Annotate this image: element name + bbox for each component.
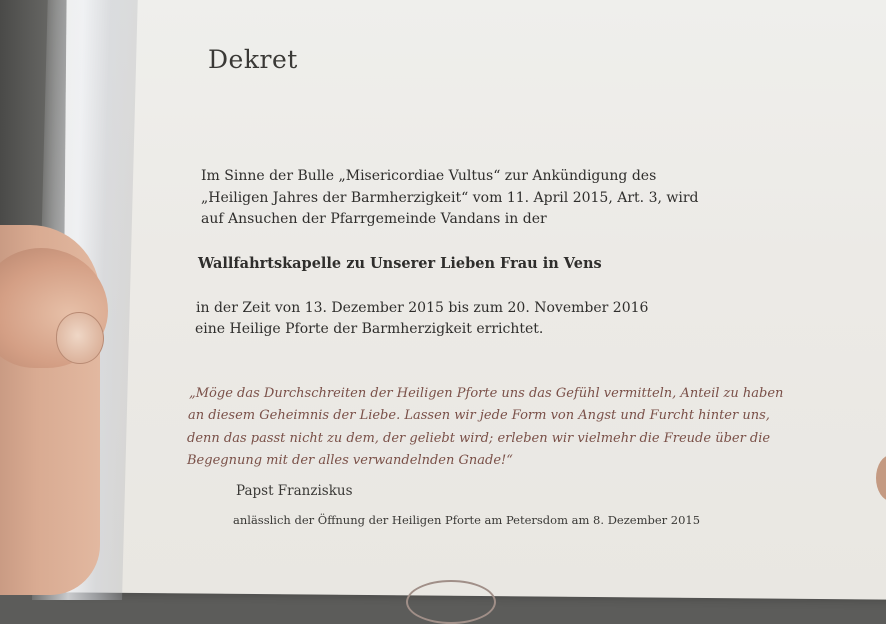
intro-line: auf Ansuchen der Pfarrgemeinde Vandans in der bbox=[201, 211, 547, 227]
place-name: Wallfahrtskapelle zu Unserer Lieben Frau in Vens bbox=[198, 255, 602, 272]
intro-line: „Heiligen Jahres der Barmherzigkeit“ vom 11. April 2015, Art. 3, wird bbox=[201, 190, 699, 206]
quote-author: Papst Franziskus bbox=[236, 483, 353, 499]
seal-stamp bbox=[406, 580, 496, 624]
decree-line: eine Heilige Pforte der Barmherzigkeit errichtet. bbox=[195, 321, 544, 337]
document-title: Dekret bbox=[208, 45, 298, 74]
thumbnail bbox=[56, 312, 104, 364]
quote-line: an diesem Geheimnis der Liebe. Lassen wir jede Form von Angst und Furcht hinter uns, bbox=[188, 408, 770, 423]
quote-line: denn das passt nicht zu dem, der geliebt wird; erleben wir vielmehr die Freude über die bbox=[187, 431, 771, 446]
quote-line: „Möge das Durchschreiten der Heiligen Pforte uns das Gefühl vermitteln, Anteil zu haben bbox=[189, 386, 784, 401]
quote-line: Begegnung mit der alles verwandelnden Gnade!“ bbox=[187, 453, 513, 468]
quote-occasion: anlässlich der Öffnung der Heiligen Pforte am Petersdom am 8. Dezember 2015 bbox=[233, 513, 701, 527]
decree-line: in der Zeit von 13. Dezember 2015 bis zum 20. November 2016 bbox=[196, 300, 649, 316]
intro-line: Im Sinne der Bulle „Misericordiae Vultus“ zur Ankündigung des bbox=[201, 168, 657, 184]
